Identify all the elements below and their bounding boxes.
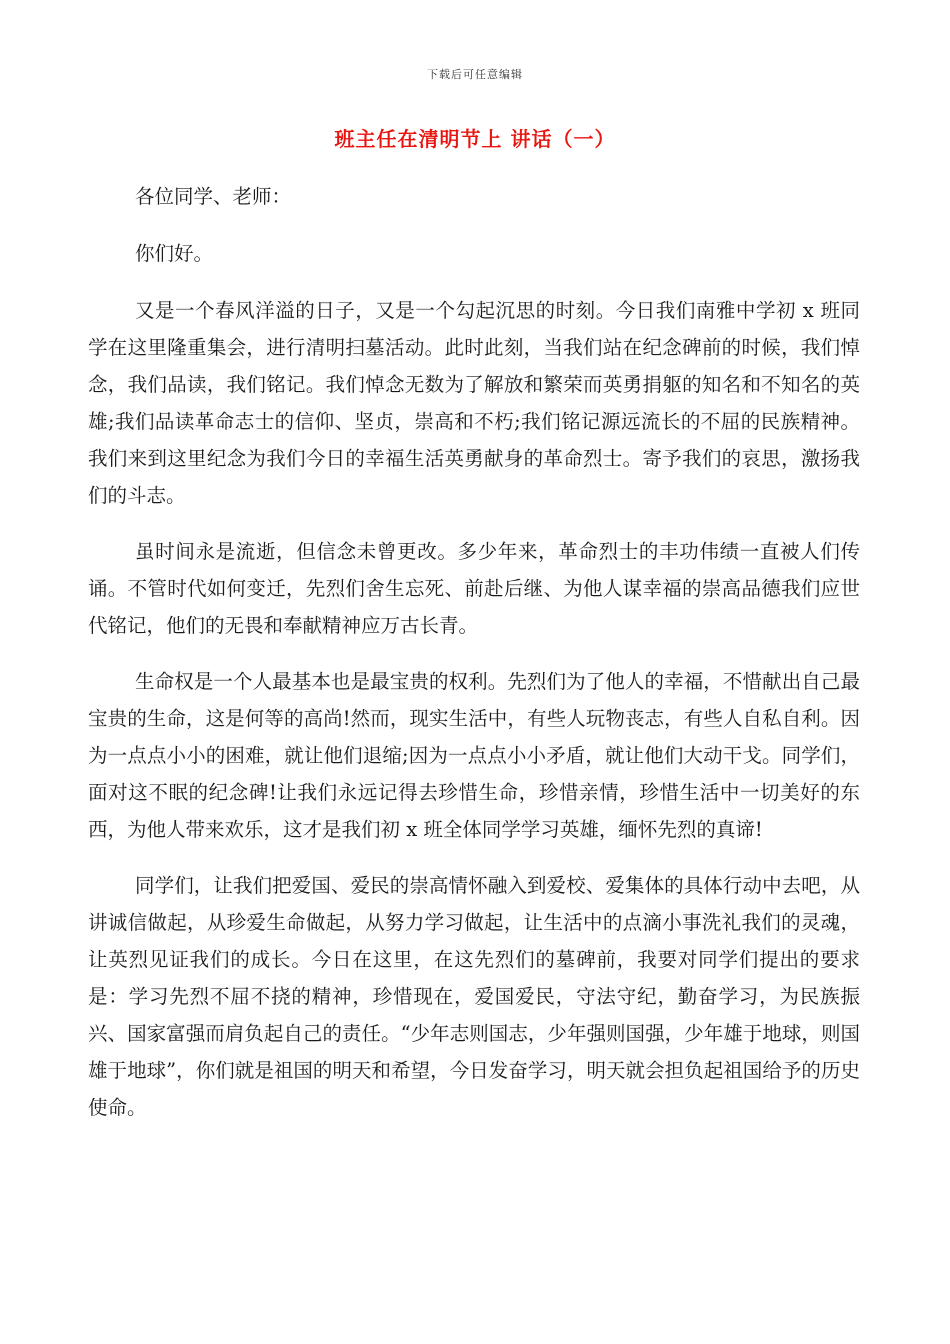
document-body	[88, 178, 860, 1145]
body-paragraph: 又是一个春风洋溢的日子，又是一个勾起沉思的时刻。今日我们南雅中学初 x 班同学在这里隆重集会，进行清明扫墓活动。此时此刻，当我们站在纪念碑前的时候，我们悼念，我们品读，我们铭记。我们悼念无数为了解放和繁荣而英勇捐躯的知名和不知名的英雄;我们品读革命志士的信仰、坚贞，崇高和不朽;我们铭记源远流长的不屈的民族精神。我们来到这里纪念为我们今日的幸福生活英勇献身的革命烈士。寄予我们的哀思，激扬我们的斗志。	[88, 299, 860, 507]
salutation: 各位同学、老师：	[135, 185, 292, 208]
document-title: 班主任在清明节上 讲话（一）	[334, 127, 616, 151]
header-note: 下载后可任意编辑	[427, 68, 523, 81]
body-paragraph: 同学们，让我们把爱国、爱民的崇高情怀融入到爱校、爱集体的具体行动中去吧，从讲诚信做起，从珍爱生命做起，从努力学习做起，让生活中的点滴小事洗礼我们的灵魂，让英烈见证我们的成长。今日在这里，在这先烈们的墓碑前，我要对同学们提出的要求是：学习先烈不屈不挠的精神，珍惜现在，爱国爱民，守法守纪，勤奋学习，为民族振兴、国家富强而肩负起自己的责任。“少年志则国志，少年强则国强，少年雄于地球，则国雄于地球”，你们就是祖国的明天和希望，今日发奋学习，明天就会担负起祖国给予的历史使命。	[88, 874, 860, 1119]
greeting: 你们好。	[135, 242, 214, 265]
body-paragraph: 虽时间永是流逝，但信念未曾更改。多少年来，革命烈士的丰功伟绩一直被人们传诵。不管时代如何变迁，先烈们舍生忘死、前赴后继、为他人谋幸福的崇高品德我们应世代铭记，他们的无畏和奉献精神应万古长青。	[88, 540, 860, 637]
body-paragraph: 生命权是一个人最基本也是最宝贵的权利。先烈们为了他人的幸福，不惜献出自己最宝贵的生命，这是何等的高尚!然而，现实生活中，有些人玩物丧志，有些人自私自利。因为一点点小小的困难，就让他们退缩;因为一点点小小矛盾，就让他们大动干戈。同学们，面对这不眠的纪念碑!让我们永远记得去珍惜生命，珍惜亲情，珍惜生活中一切美好的东西，为他人带来欢乐，这才是我们初 x 班全体同学学习英雄，缅怀先烈的真谛!	[88, 670, 860, 841]
